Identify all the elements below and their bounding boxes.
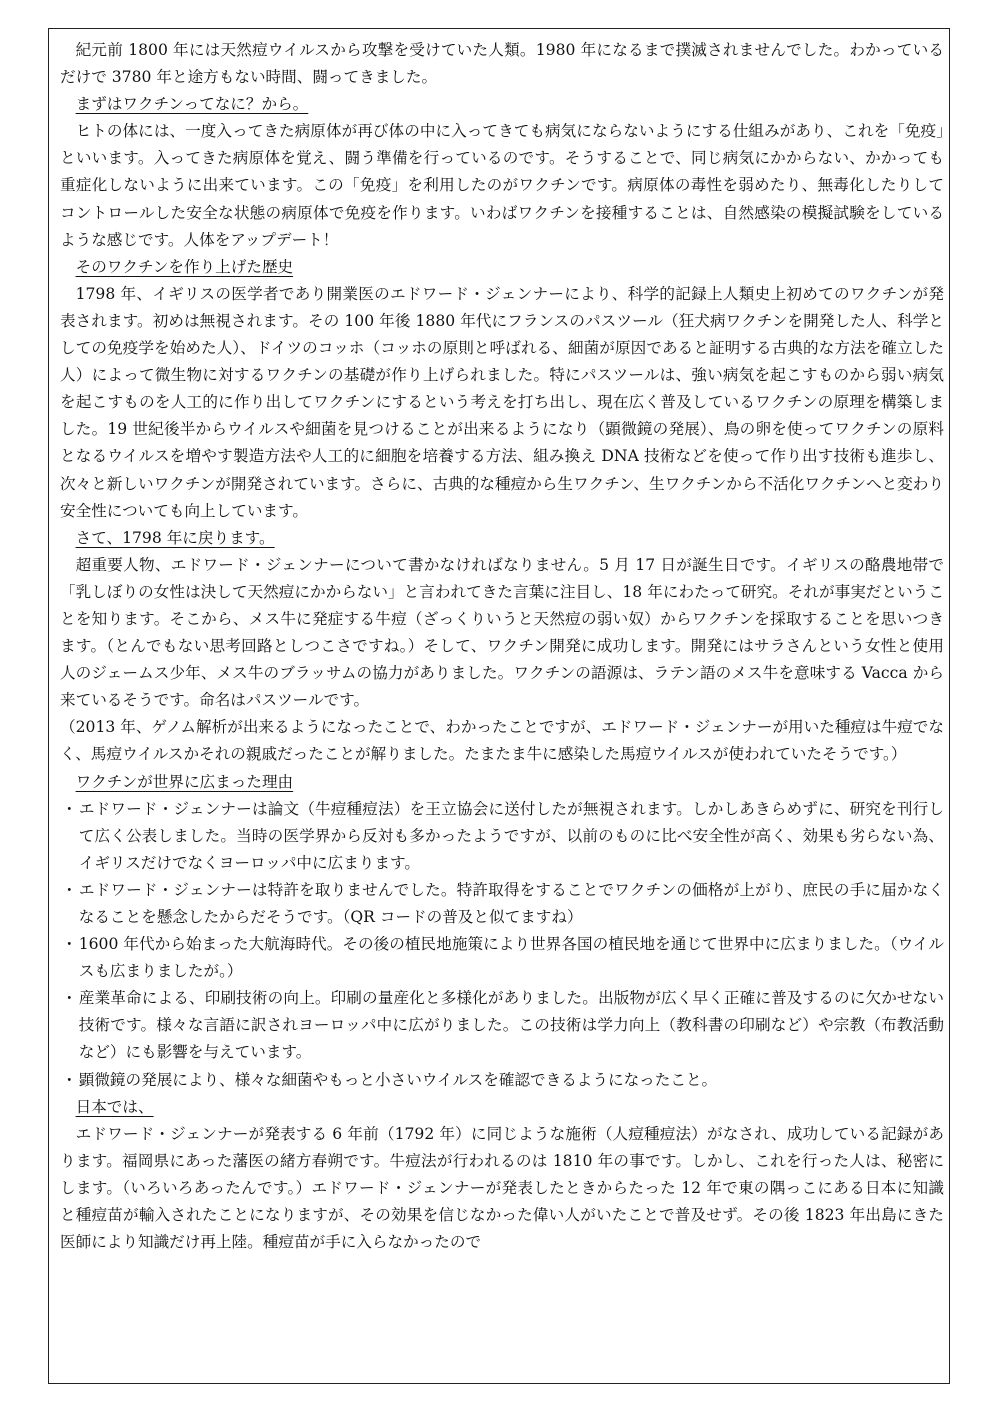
list-item-text: エドワード・ジェンナーは論文（牛痘種痘法）を王立協会に送付したが無視されます。しかしあきらめずに、研究を刊行して広く公表しました。当時の医学界から反対も多かったようですが、以前のものに比べ安全性が高く、効果も劣らない為、イギリスだけでなくヨーロッパ中に広まります。: [78, 799, 944, 872]
list-item-text: 産業革命による、印刷技術の向上。印刷の量産化と多様化がありました。出版物が広く早く正確に普及するのに欠かせない技術です。様々な言語に訳されヨーロッパ中に広がりました。この技術は学力向上（教科書の印刷など）や宗教（布教活動など）にも影響を与えています。: [78, 989, 944, 1062]
list-item: [60, 877, 944, 931]
list-item-text: 1600 年代から始まった大航海時代。その後の植民地施策により世界各国の植民地を通じて世界中に広まりました。（ウイルスも広まりましたが。）: [78, 935, 944, 981]
section-heading-history: [76, 254, 944, 281]
section-heading-spread-reasons: [76, 769, 944, 796]
bullet: ・: [61, 935, 78, 954]
heading-text: そのワクチンを作り上げた歴史: [75, 257, 294, 276]
heading-text: まずはワクチンってなに？から。: [75, 95, 309, 114]
bullet: ・: [61, 880, 78, 899]
list-item: [60, 985, 944, 1066]
list-item: [60, 931, 944, 985]
list-item: [60, 796, 944, 877]
bullet: ・: [61, 1070, 78, 1089]
paragraph-genome-note: （2013 年、ゲノム解析が出来るようになったことで、わかったことですが、エドワード・ジェンナーが用いた種痘は牛痘でなく、馬痘ウイルスかそれの親戚だったことが解りました。たまたま牛に感染した馬痘ウイルスが使われていたそうです。）: [60, 718, 944, 764]
section-heading-1798: [76, 525, 944, 552]
list-item-text: 顕微鏡の発展により、様々な細菌やもっと小さいウイルスを確認できるようになったこと。: [78, 1070, 718, 1089]
heading-text: さて、1798 年に戻ります。: [75, 528, 275, 547]
document-body: [60, 37, 944, 1256]
paragraph-jenner: 超重要人物、エドワード・ジェンナーについて書かなければなりません。5 月 17 日が誕生日です。イギリスの酪農地帯で「乳しぼりの女性は決して天然痘にかからない」と言われてきた言葉に注目し、18 年にわたって研究。それが事実だということを知ります。そこから、メス牛に発症する牛痘（ざっくりいうと天然痘の弱い奴）からワクチンを採取することを思いつきます。（とんでもない思考回路としつこさですね。）そして、ワクチン開発に成功します。開発にはサラさんという女性と使用人のジェームス少年、メス牛のブラッサムの協力がありました。ワクチンの語源は、ラテン語のメス牛を意味する Vacca から来ているそうです。命名はパスツールです。: [60, 555, 944, 710]
reasons-list: [60, 796, 944, 1094]
heading-text: ワクチンが世界に広まった理由: [75, 772, 294, 791]
paragraph-what-is-vaccine: ヒトの体には、一度入ってきた病原体が再び体の中に入ってきても病気にならないようにする仕組みがあり、これを「免疫」といいます。入ってきた病原体を覚え、闘う準備を行っているのです。そうすることで、同じ病気にかからない、かかっても重症化しないように出来ています。この「免疫」を利用したのがワクチンです。病原体の毒性を弱めたり、無毒化したりしてコントロールした安全な状態の病原体で免疫を作ります。いわばワクチンを接種することは、自然感染の模擬試験をしているような感じです。人体をアップデート！: [60, 122, 944, 249]
paragraph-history: 1798 年、イギリスの医学者であり開業医のエドワード・ジェンナーにより、科学的記録上人類史上初めてのワクチンが発表されます。初めは無視されます。その 100 年後 1880 年代にフランスのパスツール（狂犬病ワクチンを開発した人、科学としての免疫学を始めた人）、ドイツのコッホ（コッホの原則と呼ばれる、細菌が原因であると証明する古典的な方法を確立した人）によって微生物に対するワクチンの基礎が作り上げられました。特にパスツールは、強い病気を起こすものから弱い病気を起こすものを人工的に作り出してワクチンにするという考えを打ち出し、現在広く普及しているワクチンの原理を構築しました。19 世紀後半からウイルスや細菌を見つけることが出来るようになり（顕微鏡の発展）、鳥の卵を使ってワクチンの原料となるウイルスを増やす製造方法や人工的に細胞を培養する方法、組み換え DNA 技術などを使って作り出す技術も進歩し、次々と新しいワクチンが開発されています。さらに、古典的な種痘から生ワクチン、生ワクチンから不活化ワクチンへと変わり安全性についても向上しています。: [60, 284, 945, 520]
list-item-text: エドワード・ジェンナーは特許を取りませんでした。特許取得をすることでワクチンの価格が上がり、庶民の手に届かなくなることを懸念したからだそうです。（QR コードの普及と似てますね）: [78, 880, 944, 926]
bullet: ・: [61, 989, 78, 1008]
intro-paragraph: 紀元前 1800 年には天然痘ウイルスから攻撃を受けていた人類。1980 年になるまで撲滅されませんでした。わかっているだけで 3780 年と途方もない時間、闘ってきました。: [60, 41, 944, 87]
bullet: ・: [61, 799, 78, 818]
section-heading-what-is-vaccine: [76, 91, 944, 118]
heading-text: 日本では、: [75, 1097, 154, 1116]
paragraph-japan: エドワード・ジェンナーが発表する 6 年前（1792 年）に同じような施術（人痘種痘法）がなされ、成功している記録があります。福岡県にあった藩医の緒方春朔です。牛痘法が行われるのは 1810 年の事です。しかし、これを行った人は、秘密にします。（いろいろあったんです。）エドワード・ジェンナーが発表したときからたった 12 年で東の隅っこにある日本に知識と種痘苗が輸入されたことになりますが、その効果を信じなかった偉い人がいたことで普及せず。その後 1823 年出島にきた医師により知識だけ再上陸。種痘苗が手に入らなかったので: [60, 1124, 944, 1252]
list-item: [60, 1067, 944, 1094]
section-heading-japan: [76, 1094, 944, 1121]
